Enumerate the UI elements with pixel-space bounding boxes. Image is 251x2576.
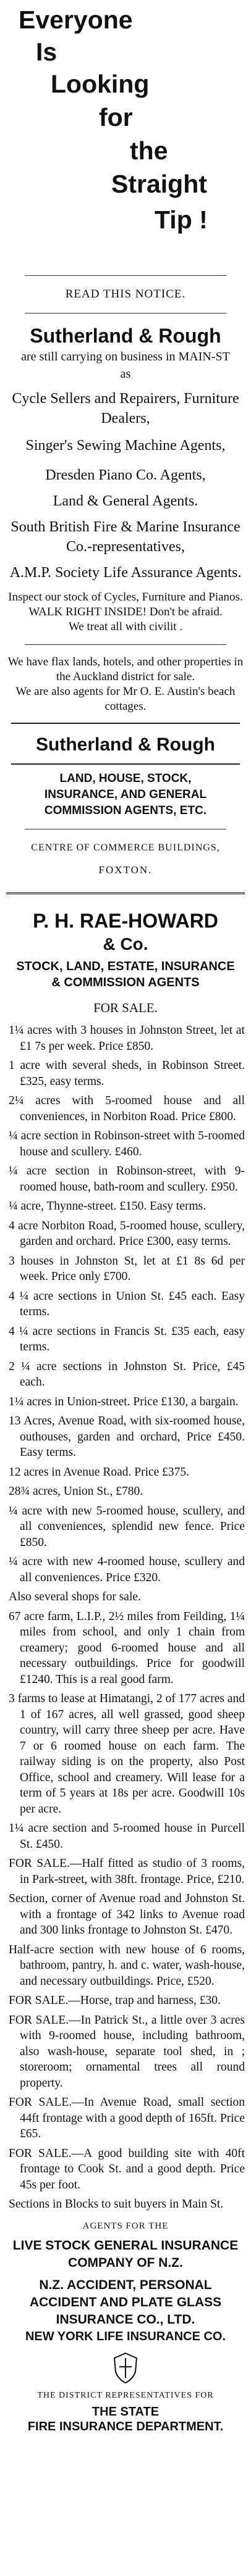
headline-line: Everyone — [19, 6, 133, 34]
headline-line: the — [130, 136, 168, 165]
agent-name: P. H. RAE-HOWARD — [33, 910, 218, 932]
divider — [6, 892, 245, 894]
headline-line: Looking — [51, 70, 150, 98]
flax-text: We have flax lands, hotels, and other properties in the Auckland district for sale. — [7, 655, 244, 683]
listing-item: 28¾ acres, Union St., £780. — [9, 1485, 143, 1498]
listing-item: Section, corner of Avenue road and Johnston St. with a frontage of 342 links to Avenue road and 300 links frontage to Johnston St. £470. — [9, 1892, 245, 1937]
listing-item: 13 Acres, Avenue Road, with six-roomed house, outhouses, garden and orchard, Price £450. Easy terms. — [9, 1415, 245, 1459]
listing-item: ¼ acre section in Robinson-street, with 9-roomed house, bath-room and scullery. £950. — [9, 1165, 245, 1194]
service-item: Land & General Agents. — [53, 493, 198, 509]
firm-services: LAND, HOUSE, STOCK, INSURANCE, AND GENERAL COMMISSION AGENTS, ETC. — [44, 772, 207, 817]
divider — [25, 313, 226, 314]
agents-for: AGENTS FOR THE — [82, 2221, 169, 2231]
listing-item: 4 ¼ acre sections in Francis St. £35 each, easy terms. — [9, 1324, 245, 1353]
listing-item: ¼ acre section in Robinson-street with 5-roomed house and scullery. £460. — [9, 1129, 245, 1158]
listing-item: Sections in Blocks to suit buyers in Main St. — [9, 2198, 224, 2211]
listing-item: FOR SALE.—Half fitted as studio of 3 rooms, in Park-street, with 38ft. frontage. Price, £210. — [9, 1857, 245, 1886]
listing-item: ¼ acre with new 4-roomed house, scullery and all conveniences. Price £320. — [9, 1555, 245, 1584]
service-item: Dresden Piano Co. Agents, — [45, 467, 206, 483]
listing-item: ¼ acre, Thynne-street. £150. Easy terms. — [9, 1200, 206, 1213]
listing-item: Also several shops for sale. — [9, 1590, 141, 1603]
headline-line: Straight — [111, 170, 207, 198]
agency-new-york-life: NEW YORK LIFE INSURANCE CO. — [25, 2329, 226, 2343]
listings — [6, 1023, 245, 2212]
divider — [25, 644, 226, 645]
state-text: THE STATE — [91, 2404, 160, 2419]
crest-icon — [6, 2352, 245, 2387]
listing-item: 2¼ acres with 5-roomed house and all conveniences, in Norbiton Road. Price £800. — [9, 1094, 245, 1123]
intro-text: are still carrying on business in MAIN-ST as — [21, 350, 230, 381]
listing-item: 1¼ acres with 3 houses in Johnston Street, let at £1 7s per week. Price £850. — [9, 1024, 245, 1053]
listing-item: 4 ¼ acre sections in Union St. £45 each. Easy terms. — [9, 1289, 245, 1318]
listing-item: 12 acres in Avenue Road. Price £375. — [9, 1465, 190, 1479]
agency-live-stock: LIVE STOCK GENERAL INSURANCE COMPANY OF N.Z. — [12, 2238, 239, 2270]
inspect-text: Inspect our stock of Cycles, Furniture and Pianos. — [8, 591, 243, 604]
listing-item: 1¼ acres in Union-street. Price £130, a bargain. — [9, 1395, 239, 1408]
listing-item: Half-acre section with new house of 6 rooms, bathroom, pantry, h. and c. water, wash-house, and necessary outbuildings. Price, £520. — [9, 1943, 245, 1988]
headline-line: for — [99, 103, 133, 131]
listing-item: 1¼ acre section and 5-roomed house in Purcell St. £450. — [9, 1822, 245, 1851]
divider — [11, 723, 240, 724]
service-item: Cycle Sellers and Repairers, Furniture Dealers, — [12, 391, 239, 426]
listing-item: 2 ¼ acre sections in Johnston St. Price, £45 each. — [9, 1360, 245, 1389]
services-list — [6, 389, 245, 583]
listing-item: FOR SALE.—In Patrick St., a little over 3 acres with 9-roomed house, including bathroom, also wash-house, separate tool shed, in ; storeroom; ornamental trees all round property. — [9, 2013, 245, 2090]
headline-line: Tip ! — [155, 206, 208, 234]
centre-text: CENTRE OF COMMERCE BUILDINGS, — [31, 842, 220, 853]
headline-line: Is — [36, 38, 57, 66]
divider — [25, 275, 226, 276]
divider — [11, 763, 240, 765]
firm-name-2: Sutherland & Rough — [36, 734, 215, 755]
for-sale-heading: FOR SALE. — [93, 1000, 158, 1015]
listing-item: 1 acre with several sheds, in Robinson Street. £325, easy terms. — [9, 1059, 245, 1088]
listing-item: 67 acre farm, L.I.P., 2½ miles from Feilding, 1¼ miles from school, and only 1 chain from creamery; good 6-roomed house and all necessary outbuildings. Price for goodwill £1240. This is a real good farm. — [9, 1610, 245, 1686]
listing-item: 3 farms to lease at Himatangi, 2 of 177 acres and 1 of 167 acres, all well grassed, good sheep country, will carry three sheep per acre. Have 7 or 6 roomed house on each farm. The railway siding is on the property, also Post Office, school and creamery. Will lease for a term of 5 years at 18s per acre. Goodwill 10s per acre. — [9, 1692, 245, 1816]
listing-item: ¼ acre with new 5-roomed house, scullery, and all conveniences, splendid new fence. Price £850. — [9, 1504, 245, 1549]
austin-text: We are also agents for Mr O. E. Austin's beach cottages. — [15, 685, 236, 713]
district-text: THE DISTRICT REPRESENTATIVES FOR — [37, 2390, 214, 2400]
agency-nz-accident: N.Z. ACCIDENT, PERSONAL ACCIDENT AND PLATE GLASS INSURANCE CO., LTD. — [29, 2277, 222, 2327]
listing-item: 4 acre Norbiton Road, 5-roomed house, scullery, garden and orchard. Price £300, easy terms. — [9, 1219, 245, 1248]
listing-item: FOR SALE.—A good building site with 40ft frontage to Cook St. and a good depth. Price 45s per foot. — [9, 2146, 245, 2192]
fire-dept-text: FIRE INSURANCE DEPARTMENT. — [27, 2419, 224, 2433]
listing-item: 3 houses in Johnston St, let at £1 8s 6d per week. Price only £700. — [9, 1254, 245, 1283]
read-notice: READ THIS NOTICE. — [65, 288, 186, 301]
headline — [6, 2, 245, 265]
service-item: South British Fire & Marine Insurance Co.-representatives, — [11, 519, 240, 555]
listing-item: FOR SALE.—In Avenue Road, small section 44ft frontage with a good depth of 165ft. Price £65. — [9, 2096, 245, 2140]
service-item: A.M.P. Society Life Assurance Agents. — [9, 565, 242, 581]
agent-co: & Co. — [103, 934, 148, 954]
firm-name: Sutherland & Rough — [30, 325, 221, 347]
town-text: FOXTON. — [98, 864, 153, 876]
agent-services: STOCK, LAND, ESTATE, INSURANCE & COMMISSION AGENTS — [16, 960, 235, 989]
walk-in-text: WALK RIGHT INSIDE! Don't be afraid. We treat all with civilit . — [28, 605, 223, 633]
service-item: Singer's Sewing Machine Agents, — [25, 438, 226, 454]
listing-item: FOR SALE.—Horse, trap and harness, £30. — [9, 1994, 221, 2007]
